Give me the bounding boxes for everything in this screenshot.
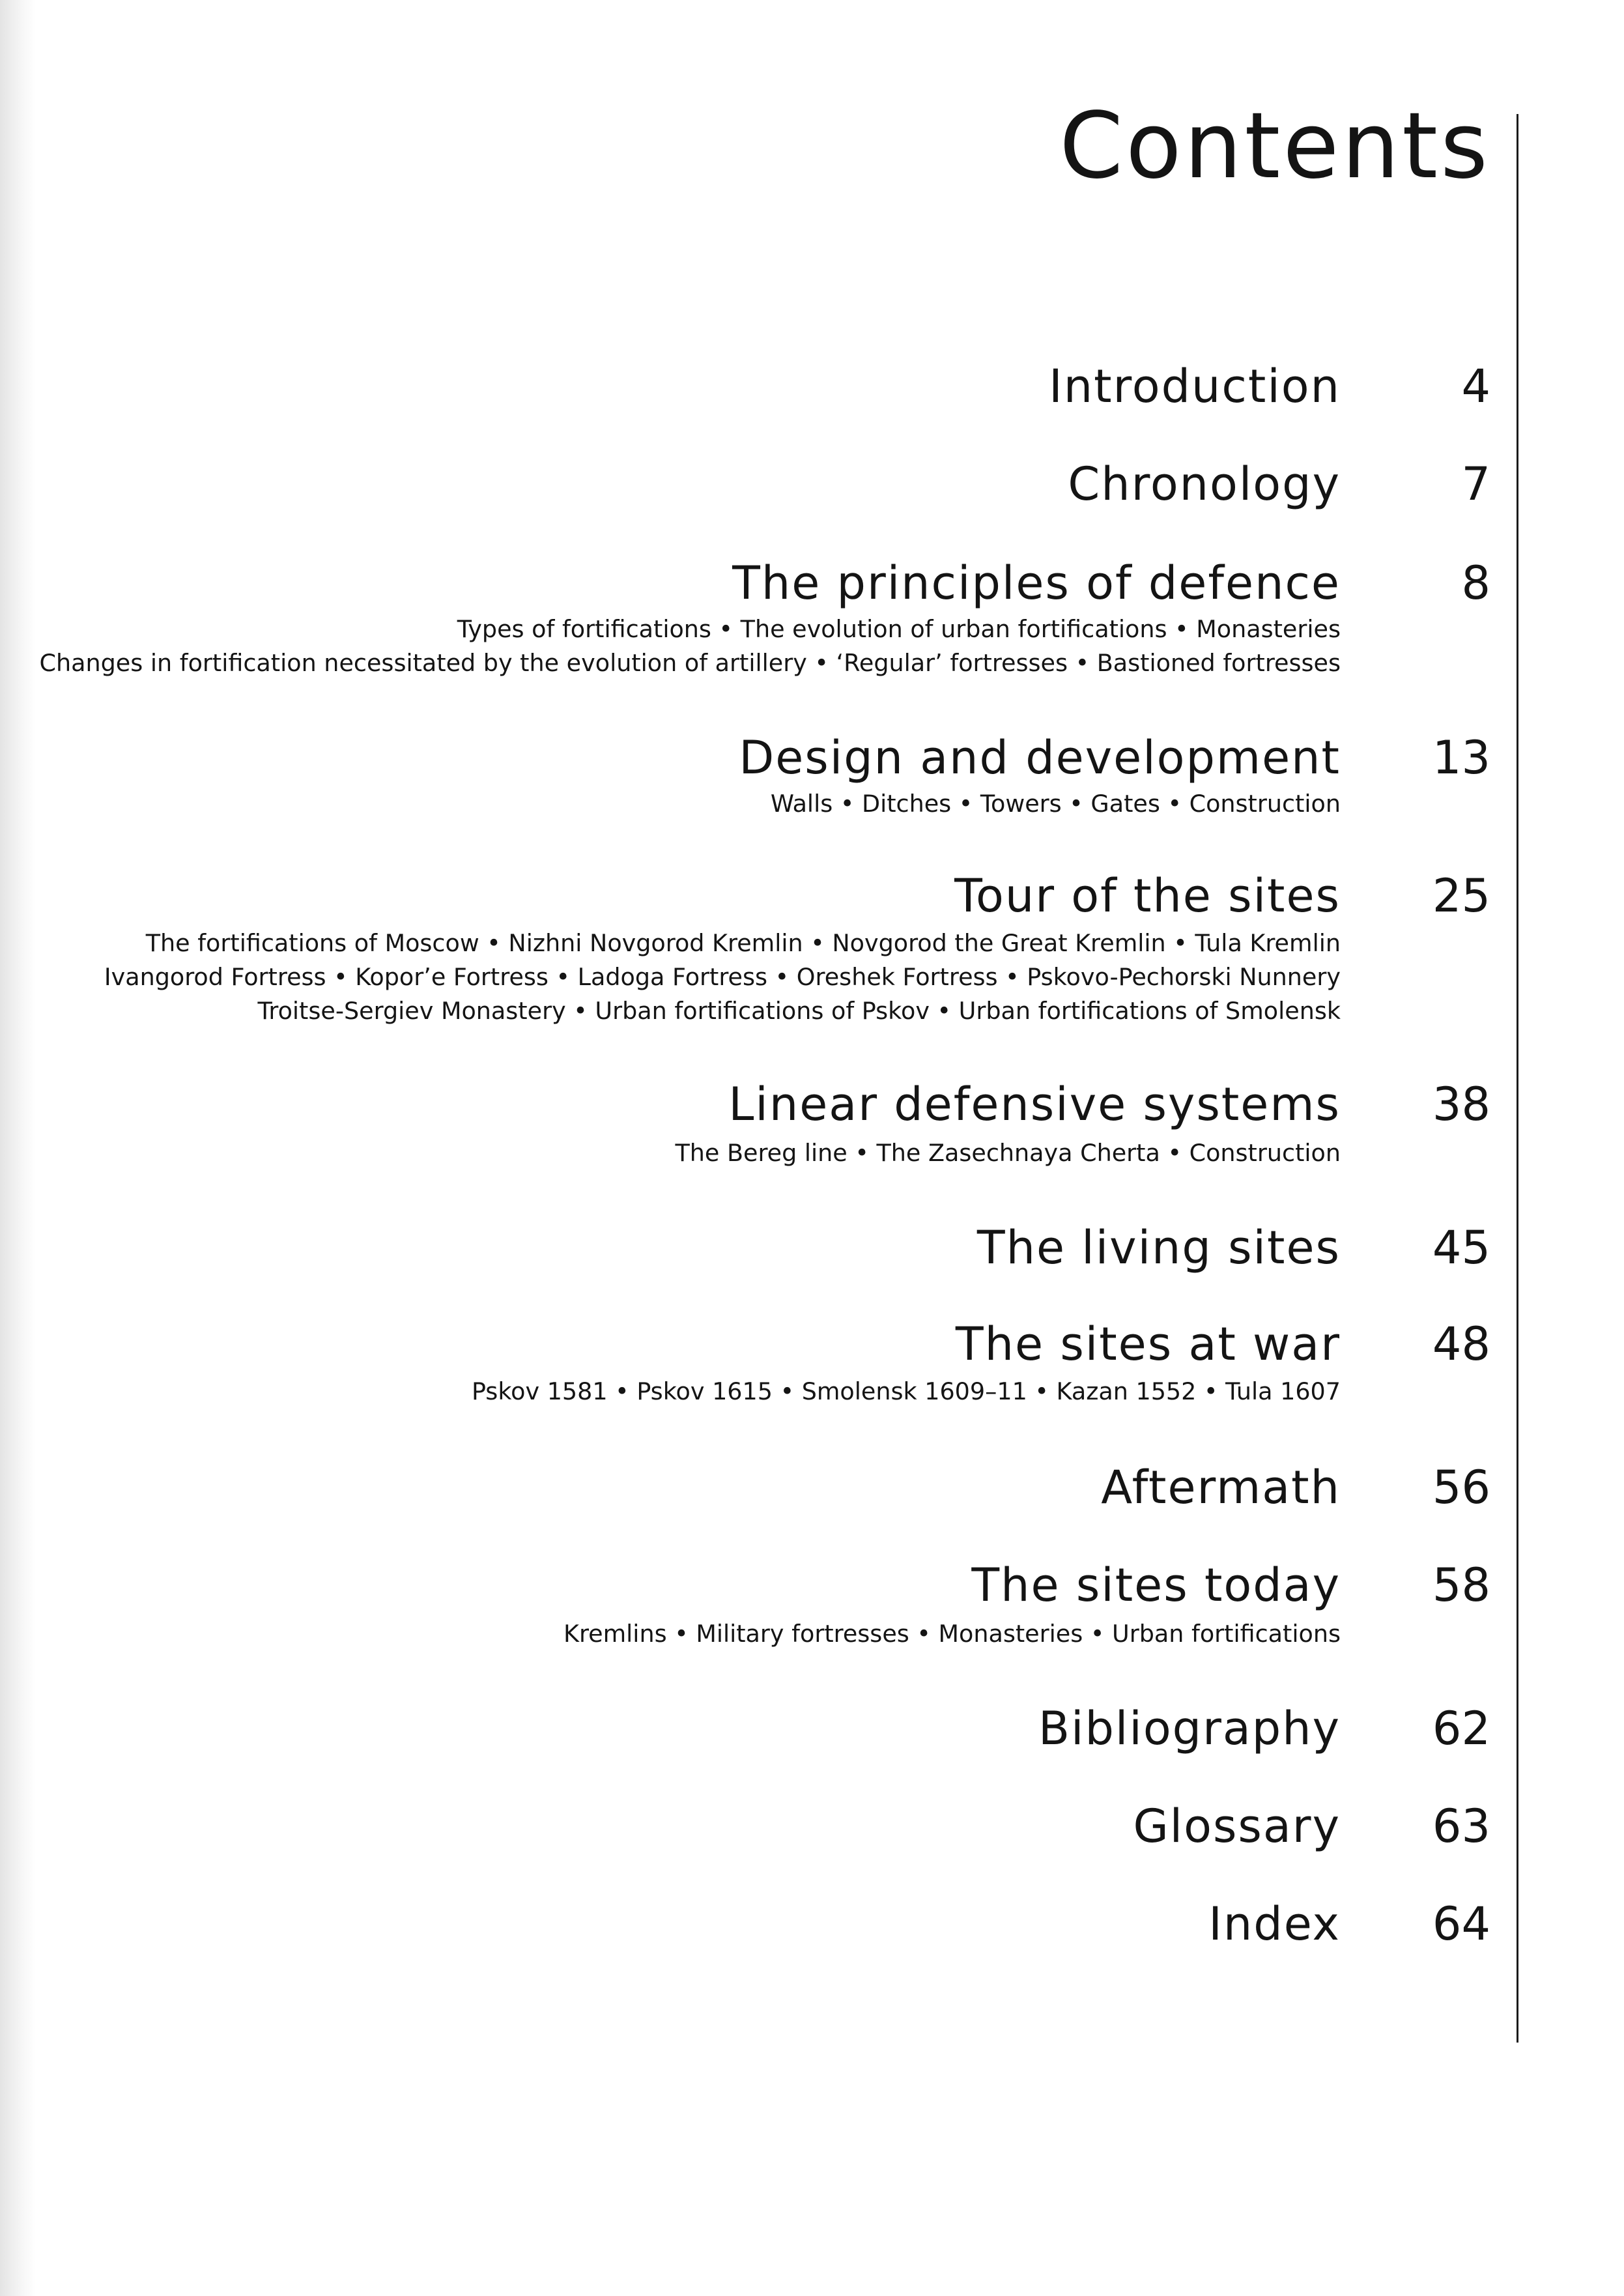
- toc-entry-page[interactable]: 58: [1432, 1558, 1490, 1612]
- vertical-rule: [1517, 114, 1518, 2043]
- toc-entry-title[interactable]: Chronology: [1068, 457, 1341, 511]
- toc-entry-title[interactable]: The sites today: [971, 1558, 1341, 1612]
- toc-entry-title[interactable]: Glossary: [1133, 1800, 1341, 1853]
- toc-entry-subtopics: Changes in fortification necessitated by the evolution of artillery • ‘Regular’ fortresses • Bastioned fortresses: [39, 649, 1341, 677]
- toc-entry-title[interactable]: Tour of the sites: [954, 869, 1341, 923]
- page-title: Contents: [1059, 93, 1490, 199]
- toc-entry-title[interactable]: Bibliography: [1038, 1702, 1341, 1755]
- toc-entry-page[interactable]: 7: [1461, 457, 1490, 511]
- toc-entry-page[interactable]: 25: [1432, 869, 1490, 923]
- toc-entry-page[interactable]: 64: [1432, 1897, 1490, 1951]
- toc-entry-page[interactable]: 4: [1461, 360, 1490, 413]
- toc-entry-title[interactable]: Linear defensive systems: [728, 1078, 1341, 1131]
- toc-entry-page[interactable]: 62: [1432, 1702, 1490, 1755]
- toc-entry-title[interactable]: Aftermath: [1101, 1461, 1341, 1514]
- toc-entry-subtopics: Troitse-Sergiev Monastery • Urban fortifications of Pskov • Urban fortifications of Smolensk: [257, 997, 1341, 1025]
- toc-entry-title[interactable]: The living sites: [976, 1221, 1341, 1274]
- toc-entry-title[interactable]: Design and development: [739, 731, 1341, 784]
- toc-entry-subtopics: Ivangorod Fortress • Kopor’e Fortress • Ladoga Fortress • Oreshek Fortress • Pskovo-Pechorski Nunnery: [104, 963, 1341, 991]
- toc-entry-subtopics: Pskov 1581 • Pskov 1615 • Smolensk 1609–11 • Kazan 1552 • Tula 1607: [471, 1377, 1341, 1405]
- toc-entry-subtopics: The fortifications of Moscow • Nizhni Novgorod Kremlin • Novgorod the Great Kremlin • Tula Kremlin: [145, 929, 1341, 957]
- toc-entry-subtopics: The Bereg line • The Zasechnaya Cherta • Construction: [675, 1139, 1341, 1167]
- toc-entry-subtopics: Kremlins • Military fortresses • Monasteries • Urban fortifications: [563, 1620, 1341, 1648]
- toc-entry-page[interactable]: 13: [1432, 731, 1490, 784]
- toc-entry-page[interactable]: 8: [1461, 556, 1490, 610]
- toc-entry-subtopics: Types of fortifications • The evolution of urban fortifications • Monasteries: [457, 615, 1341, 643]
- toc-entry-page[interactable]: 56: [1432, 1461, 1490, 1514]
- toc-entry-page[interactable]: 38: [1432, 1078, 1490, 1131]
- toc-entry-page[interactable]: 48: [1432, 1317, 1490, 1371]
- toc-entry-page[interactable]: 63: [1432, 1800, 1490, 1853]
- toc-entry-title[interactable]: Index: [1208, 1897, 1341, 1951]
- toc-entry-subtopics: Walls • Ditches • Towers • Gates • Construction: [770, 790, 1341, 818]
- toc-entry-page[interactable]: 45: [1432, 1221, 1490, 1274]
- toc-entry-title[interactable]: The principles of defence: [732, 556, 1341, 610]
- page-spine-shadow: [0, 0, 36, 2296]
- toc-entry-title[interactable]: Introduction: [1049, 360, 1341, 413]
- toc-entry-title[interactable]: The sites at war: [955, 1317, 1341, 1371]
